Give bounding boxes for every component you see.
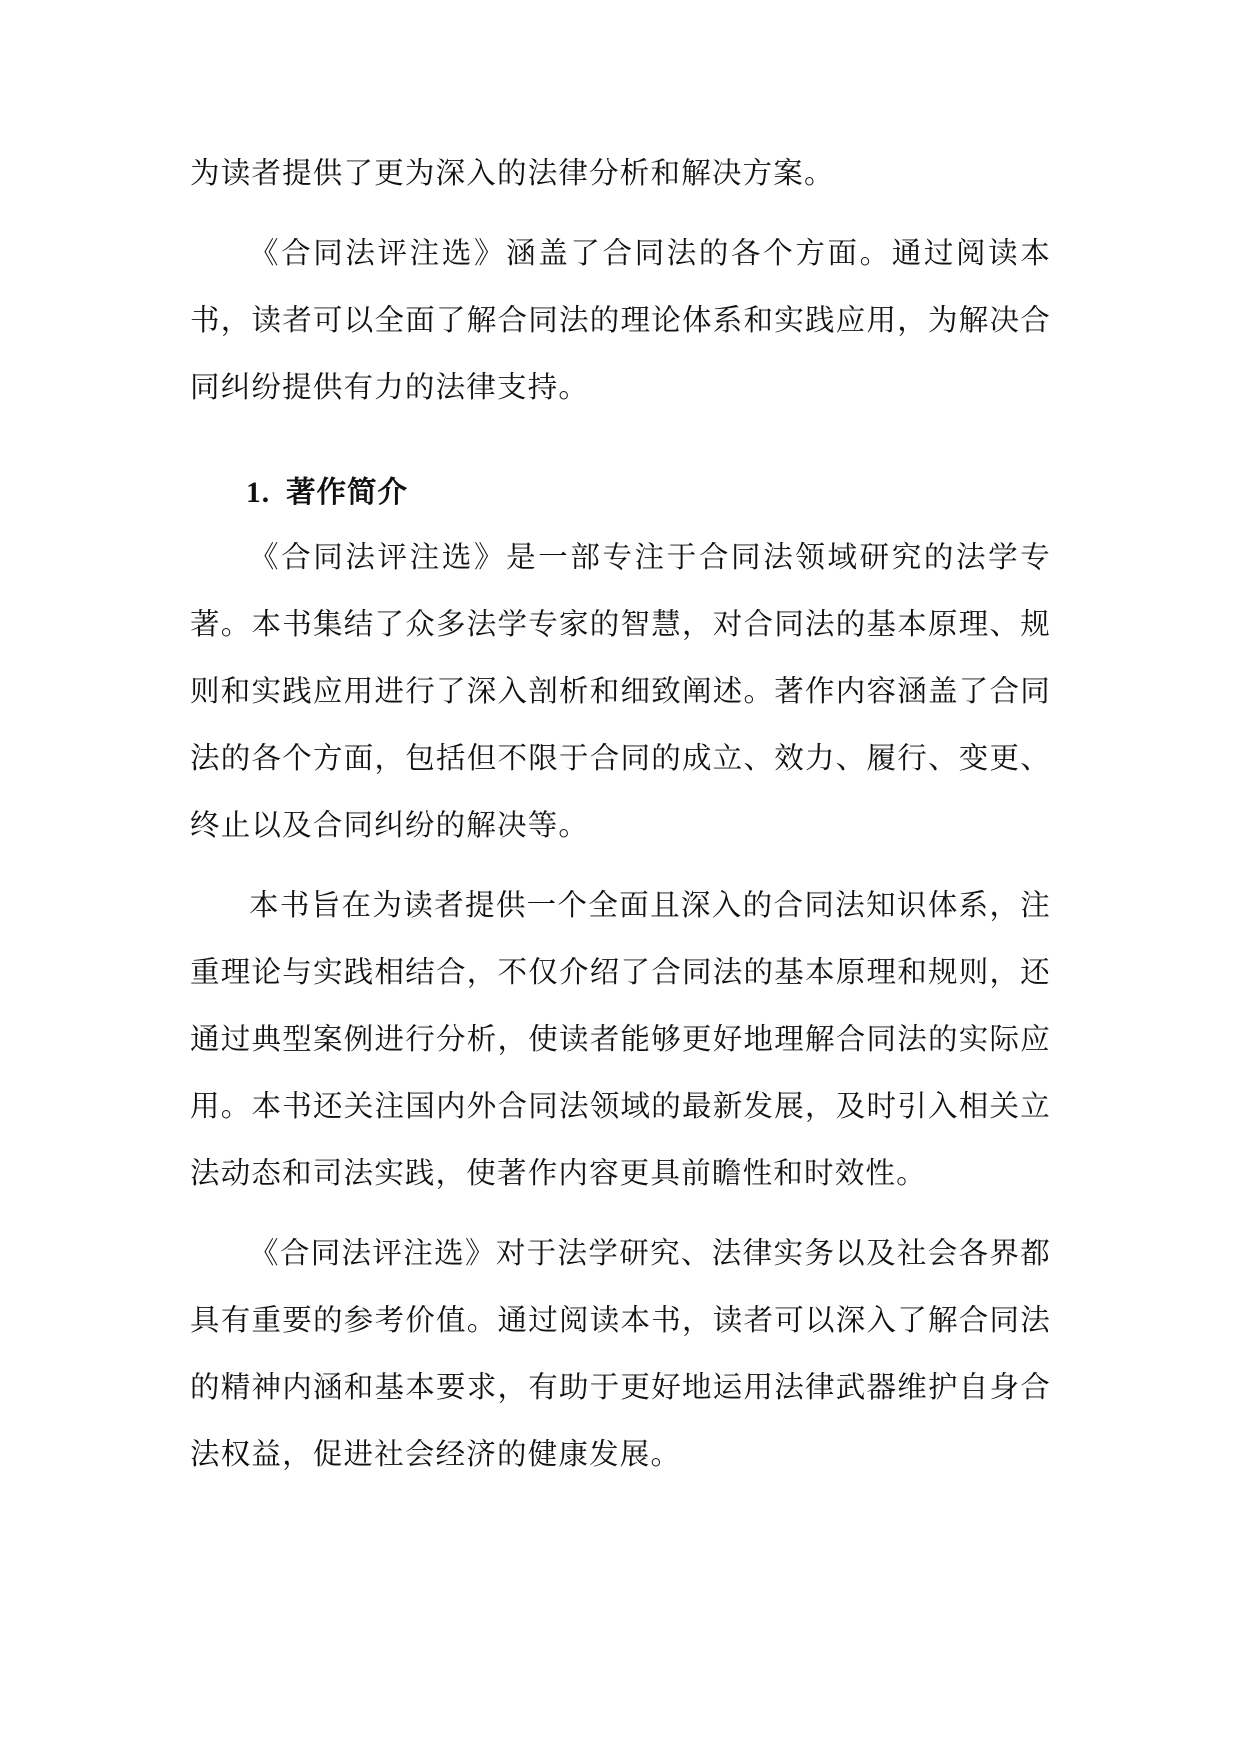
section-number: 1. [246, 477, 271, 509]
paragraph-value: 《合同法评注选》对于法学研究、法律实务以及社会各界都具有重要的参考价值。通过阅读本书，读者可以深入了解合同法的精神内涵和基本要求，有助于更好地运用法律武器维护自身合法权益，促进社会经济的健康发展。 [190, 1236, 1051, 1471]
section-heading [190, 461, 1051, 524]
paragraph-intro: 《合同法评注选》是一部专注于合同法领域研究的法学专著。本书集结了众多法学专家的智慧，对合同法的基本原理、规则和实践应用进行了深入剖析和细致阐述。著作内容涵盖了合同法的各个方面，包括但不限于合同的成立、效力、履行、变更、终止以及合同纠纷的解决等。 [190, 540, 1051, 842]
document-body [190, 140, 1051, 1488]
paragraph-continuation: 为读者提供了更为深入的法律分析和解决方案。 [190, 156, 835, 190]
section-title: 著作简介 [286, 474, 409, 509]
paragraph-aims: 本书旨在为读者提供一个全面且深入的合同法知识体系，注重理论与实践相结合，不仅介绍了合同法的基本原理和规则，还通过典型案例进行分析，使读者能够更好地理解合同法的实际应用。本书还关注国内外合同法领域的最新发展，及时引入相关立法动态和司法实践，使著作内容更具前瞻性和时效性。 [190, 888, 1051, 1190]
paragraph-coverage: 《合同法评注选》涵盖了合同法的各个方面。通过阅读本书，读者可以全面了解合同法的理论体系和实践应用，为解决合同纠纷提供有力的法律支持。 [190, 236, 1051, 404]
